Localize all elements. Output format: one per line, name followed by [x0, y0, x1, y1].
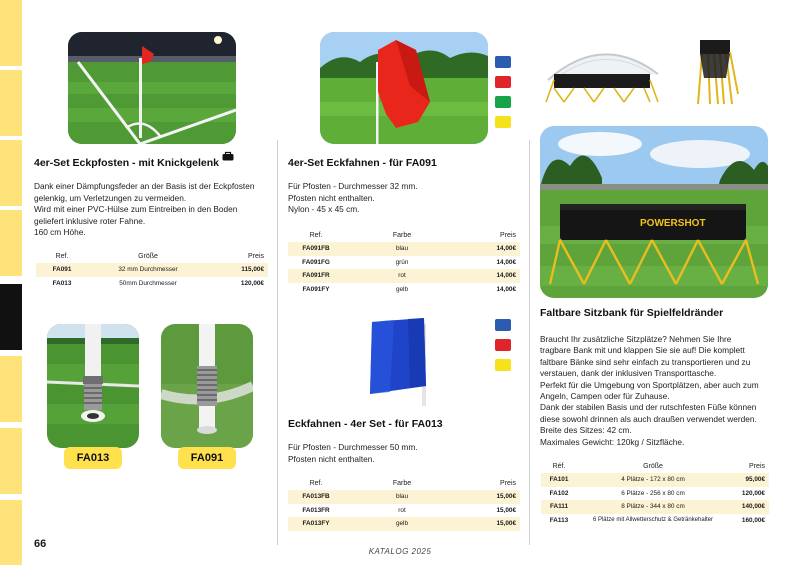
description-line: Für Pfosten - Durchmesser 50 mm. — [288, 442, 418, 452]
bag-icon — [222, 148, 234, 158]
price-cell: 14,00€ — [460, 242, 520, 256]
table-row — [288, 504, 520, 518]
chapter-tab[interactable] — [0, 140, 22, 206]
flags-fa091-title: 4er-Set Eckfahnen - für FA091 — [288, 157, 437, 169]
catalog-footer: KATALOG 2025 — [368, 547, 432, 556]
folded-bench-image — [690, 34, 744, 108]
size-cell: 4 Plätze - 172 x 80 cm — [577, 473, 729, 487]
chapter-tab[interactable] — [0, 210, 22, 276]
description-line: 160 cm Höhe. — [34, 227, 86, 238]
description-line: Nylon - 45 x 45 cm. — [288, 204, 360, 215]
ref-cell: FA013FB — [288, 490, 344, 504]
table-header: Größe — [643, 462, 663, 470]
price-cell: 115,00€ — [208, 263, 268, 277]
badge-fa013: FA013 — [64, 447, 122, 469]
description-line: verstauen, dank der inklusiven Transporttasche. — [540, 368, 717, 379]
ref-cell: FA013 — [52, 279, 72, 287]
ref-cell: FA091FR — [288, 269, 344, 283]
price-cell: 15,00€ — [460, 490, 520, 504]
chapter-tab[interactable] — [0, 428, 22, 494]
table-row — [541, 487, 769, 501]
ref-cell: FA111 — [541, 500, 577, 514]
size-cell: 50mm Durchmesser — [119, 279, 177, 287]
table-header-row — [288, 228, 520, 242]
ref-cell: FA101 — [541, 473, 577, 487]
bench-title: Faltbare Sitzbank für Spielfeldränder — [540, 307, 724, 319]
chapter-tab-strip — [0, 0, 22, 565]
flags-fa091-spec-table — [288, 228, 520, 296]
column-divider — [529, 140, 530, 545]
color-swatch-yellow — [495, 116, 511, 128]
color-cell: blau — [344, 242, 460, 256]
description-line: faltbare Bänke sind sehr einfach zu transportieren und zu — [540, 356, 751, 367]
table-header: Preis — [749, 462, 765, 470]
ref-cell: FA013FR — [302, 506, 330, 514]
table-header: Farbe — [392, 479, 412, 487]
flags-fa013-title: Eckfahnen - 4er Set - für FA013 — [288, 418, 443, 430]
color-cell: grün — [395, 258, 409, 266]
flags-fa013-description — [288, 442, 418, 465]
chapter-tab[interactable] — [0, 70, 22, 136]
table-header-row — [36, 249, 268, 263]
color-swatch-blue — [495, 56, 511, 68]
color-cell: rot — [398, 506, 406, 514]
table-header: Preis — [500, 479, 516, 487]
color-cell: gelb — [344, 517, 460, 531]
corner-post-spec-table — [36, 249, 268, 290]
color-swatch-blue — [495, 319, 511, 331]
description-line: gelenkig, um Verletzungen zu vermeiden. — [34, 192, 187, 203]
column-divider — [277, 140, 278, 545]
price-cell: 95,00€ — [729, 473, 769, 487]
ref-cell: FA091FY — [302, 285, 330, 293]
price-cell: 120,00€ — [240, 279, 264, 287]
price-cell: 15,00€ — [496, 506, 516, 514]
ref-cell: FA013FY — [288, 517, 344, 531]
red-flag-photo — [320, 32, 488, 144]
page-number: 66 — [34, 538, 47, 550]
size-cell: 32 mm Durchmesser — [88, 263, 208, 277]
description-line: Wird mit einer PVC-Hülse zum Eintreiben in den Boden — [34, 204, 238, 215]
description-line: Für Pfosten - Durchmesser 32 mm. — [288, 181, 418, 191]
price-cell: 14,00€ — [496, 285, 516, 293]
description-line: Pfosten nicht enthalten. — [288, 453, 375, 464]
color-swatch-red — [495, 339, 511, 351]
bench-with-canopy-image — [540, 40, 664, 106]
color-swatch-red — [495, 76, 511, 88]
description-line: Dank der stabilen Basis und der rutschfesten Füße können — [540, 402, 757, 413]
flags-fa091-description — [288, 181, 418, 216]
color-cell: rot — [344, 269, 460, 283]
description-line: geliefert inklusive roter Fahne. — [34, 215, 146, 226]
table-row — [288, 283, 520, 297]
price-cell: 15,00€ — [460, 517, 520, 531]
badge-fa091: FA091 — [178, 447, 236, 469]
description-line: Braucht Ihr zusätzliche Sitzplätze? Nehmen Sie Ihre — [540, 334, 732, 344]
ref-cell: FA091 — [36, 263, 88, 277]
table-row — [288, 256, 520, 270]
price-cell: 14,00€ — [496, 258, 516, 266]
color-swatch-yellow — [495, 359, 511, 371]
description-line: diese sowohl drinnen als auch draußen verwendet werden. — [540, 413, 757, 424]
ref-cell: FA091FG — [302, 258, 330, 266]
price-cell: 140,00€ — [729, 500, 769, 514]
corner-post-title: 4er-Set Eckpfosten - mit Knickgelenk — [34, 157, 219, 169]
table-header-row — [288, 476, 520, 490]
ref-cell: FA113 — [549, 516, 569, 524]
size-cell: 6 Plätze mit Allwetterschutz & Getränkehalter — [592, 517, 714, 524]
color-cell: gelb — [395, 285, 409, 293]
table-row — [288, 242, 520, 256]
table-header: Réf. — [552, 462, 566, 470]
corner-post-description — [34, 181, 254, 239]
table-row — [36, 277, 268, 291]
post-sleeve-fa013-photo — [47, 324, 139, 448]
table-header: Ref. — [309, 479, 323, 487]
price-cell: 14,00€ — [460, 269, 520, 283]
color-swatch-green — [495, 96, 511, 108]
table-header: Preis — [248, 252, 264, 260]
table-header: Größe — [138, 252, 158, 260]
bench-field-photo — [540, 126, 768, 298]
table-row — [36, 263, 268, 277]
post-sleeve-fa091-photo — [161, 324, 253, 448]
flags-fa013-spec-table — [288, 476, 520, 531]
chapter-tab-active[interactable] — [0, 284, 22, 350]
bench-description — [540, 334, 759, 448]
ref-cell: FA102 — [549, 489, 569, 497]
table-row — [288, 517, 520, 531]
table-row — [541, 500, 769, 514]
table-row — [541, 473, 769, 487]
bench-brand-text: POWERSHOT — [640, 218, 706, 229]
table-header: Preis — [500, 231, 516, 239]
description-line: Perfekt für die Umgebung von Sportplätzen, aber auch zum — [540, 379, 759, 390]
price-cell: 120,00€ — [741, 489, 765, 497]
color-cell: blau — [344, 490, 460, 504]
description-line: Dank einer Dämpfungsfeder an der Basis ist der Eckpfosten — [34, 181, 255, 191]
table-header-row — [541, 459, 769, 473]
bench-spec-table — [541, 459, 769, 527]
chapter-tab[interactable] — [0, 0, 22, 66]
table-row — [288, 490, 520, 504]
description-line: Angeln, Campen oder für Zuhause. — [540, 391, 670, 402]
table-row — [541, 514, 769, 528]
description-line: tragbare Bank mit und klappen Sie sie auf! Die komplett — [540, 345, 745, 356]
price-cell: 160,00€ — [741, 516, 765, 524]
table-header: Farbe — [392, 231, 412, 239]
description-line: Breite des Sitzes: 42 cm. — [540, 425, 632, 436]
corner-post-stadium-photo — [68, 32, 236, 144]
size-cell: 6 Plätze - 256 x 80 cm — [621, 489, 685, 497]
table-row — [288, 269, 520, 283]
description-line: Pfosten nicht enthalten. — [288, 192, 375, 203]
table-header: Ref. — [309, 231, 323, 239]
table-header: Ref. — [55, 252, 69, 260]
blue-flag-image — [364, 314, 436, 406]
chapter-tab[interactable] — [0, 356, 22, 422]
ref-cell: FA091FB — [288, 242, 344, 256]
description-line: Maximales Gewicht: 120kg / Sitzfläche. — [540, 436, 685, 447]
size-cell: 8 Plätze - 344 x 80 cm — [577, 500, 729, 514]
